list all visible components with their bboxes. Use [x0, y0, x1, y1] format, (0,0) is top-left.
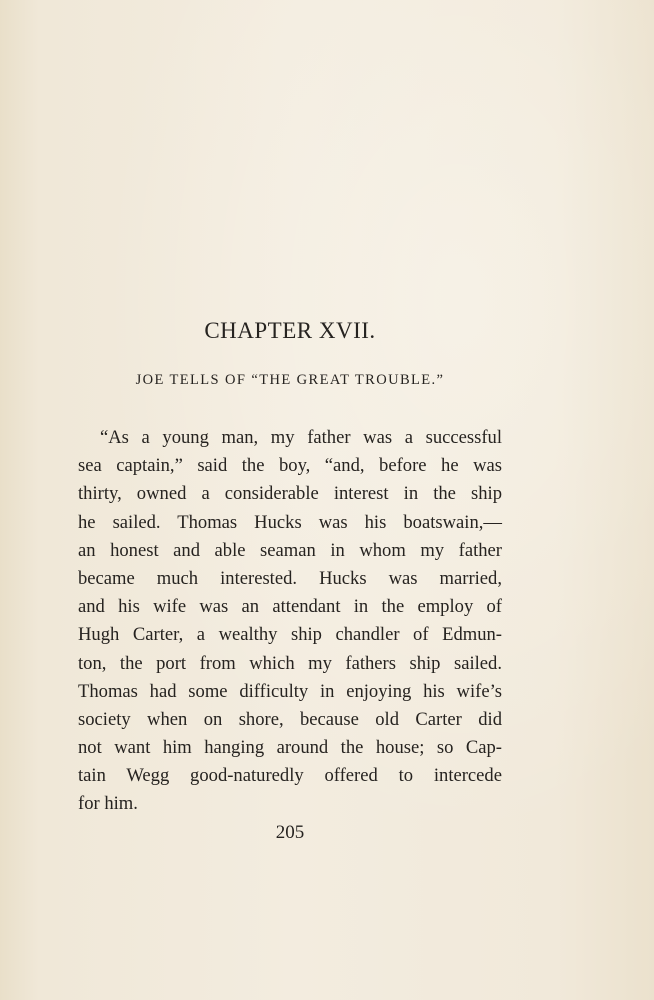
text-line: ton, the port from which my fathers ship sailed. — [78, 652, 502, 674]
text-line: “As a young man, my father was a successful — [100, 427, 502, 448]
text-line: thirty, owned a considerable interest in the ship — [78, 483, 502, 505]
text-line: sea captain,” said the boy, “and, before he was — [78, 455, 502, 477]
text-line: Hugh Carter, a wealthy ship chandler of Edmun- — [78, 624, 502, 646]
text-line: not want him hanging around the house; so Cap- — [78, 737, 502, 759]
body-paragraph — [78, 424, 502, 819]
text-line: and his wife was an attendant in the employ of — [78, 596, 502, 618]
text-line: an honest and able seaman in whom my father — [78, 539, 502, 561]
text-line: society when on shore, because old Carter did — [78, 708, 502, 730]
text-line: for him. — [78, 793, 138, 815]
text-line: Thomas had some difficulty in enjoying his wife’s — [78, 680, 502, 702]
chapter-title: CHAPTER XVII. — [204, 318, 376, 343]
text-line: tain Wegg good-naturedly offered to intercede — [78, 765, 502, 787]
chapter-subtitle: JOE TELLS OF “THE GREAT TROUBLE.” — [135, 372, 445, 388]
page-number: 205 — [275, 822, 305, 843]
text-line: became much interested. Hucks was married, — [78, 567, 502, 589]
text-line: he sailed. Thomas Hucks was his boatswain,— — [78, 511, 502, 533]
